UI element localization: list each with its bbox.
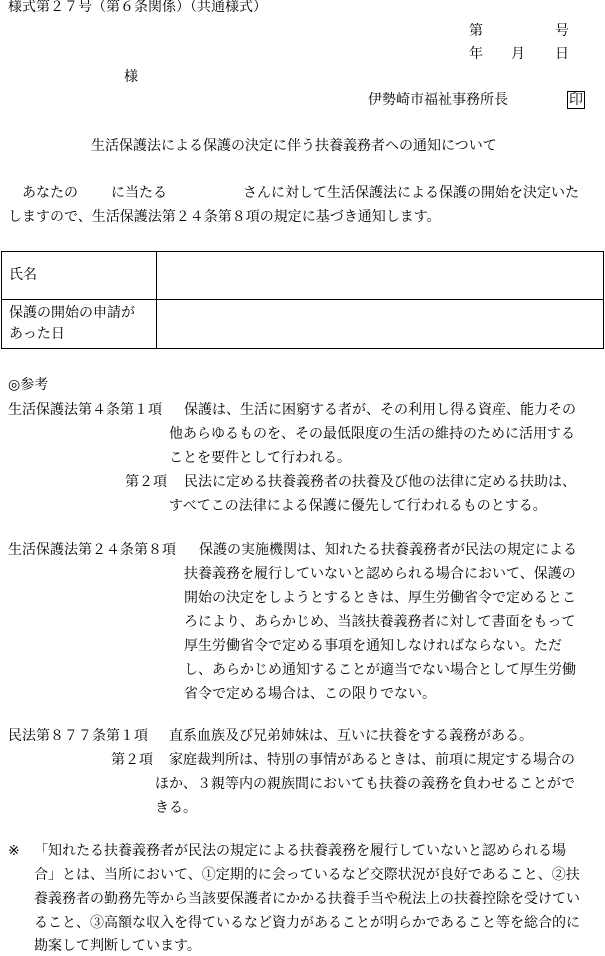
art24-8-line: し、あらかじめ通知することが適当でない場合として厚生労働 <box>184 662 576 678</box>
art4-1-line: ことを要件として行われる。 <box>169 450 351 466</box>
name-value-cell[interactable] <box>157 252 604 300</box>
intro-line-2: しますので、生活保護法第２４条第８項の規定に基づき通知します。 <box>8 209 441 225</box>
info-table <box>1 251 604 349</box>
intro-line-1b: に当たる <box>111 185 167 201</box>
application-date-value-cell[interactable] <box>157 300 604 349</box>
civil877-2-line: きる。 <box>155 800 197 816</box>
art4-2-head: 第２項 <box>125 474 167 490</box>
art24-8-head: 生活保護法第２４条第８項 <box>8 542 176 558</box>
application-date-label-1: 保護の開始の申請が <box>9 305 135 321</box>
application-date-label-2: あった日 <box>9 326 65 342</box>
recipient-suffix: 様 <box>124 69 138 85</box>
note-line: ること、③高額な収入を得ているなど資力があることが明らかであること等を総合的に <box>34 915 580 931</box>
doc-number-prefix: 第 <box>469 23 483 39</box>
issuer-name: 伊勢崎市福祉事務所長 <box>368 92 508 108</box>
doc-number-suffix: 号 <box>555 23 569 39</box>
note-line: 養義務者の勤務先等から当該要保護者にかかる扶養手当や税法上の扶養控除を受けてい <box>34 891 580 907</box>
note-line: 合」とは、当所において、①定期的に会っているなど交際状況が良好であること、②扶 <box>34 867 580 883</box>
form-number: 様式第２７号（第６条関係）（共通様式） <box>8 0 267 15</box>
seal-text: 印 <box>569 92 583 108</box>
civil877-2-head: 第２項 <box>111 752 153 768</box>
reference-heading: ◎参考 <box>8 377 49 393</box>
art4-1-line: 保護は、生活に困窮する者が、その利用し得る資産、能力その <box>184 402 576 418</box>
art24-8-line: 扶養義務を履行していないと認められる場合において、保護の <box>184 566 576 582</box>
civil877-1-line: 直系血族及び兄弟姉妹は、互いに扶養をする義務がある。 <box>169 728 533 744</box>
art24-8-line: ろにより、あらかじめ、当該扶養義務者に対して書面をもって <box>184 614 576 630</box>
note-mark: ※ <box>8 843 20 859</box>
art24-8-line: 省令で定める場合は、この限りでない。 <box>184 686 436 702</box>
art4-1-line: 他あらゆるものを、その最低限度の生活の維持のために活用する <box>169 426 575 442</box>
document-title: 生活保護法による保護の決定に伴う扶養義務者への通知について <box>91 138 497 154</box>
civil877-2-line: 家庭裁判所は、特別の事情があるときは、前項に規定する場合の <box>169 752 575 768</box>
civil877-2-line: ほか、３親等内の親族間においても扶養の義務を負わせることがで <box>155 776 575 792</box>
art24-8-line: 保護の実施機関は、知れたる扶養義務者が民法の規定による <box>199 542 577 558</box>
application-date-label-cell <box>2 300 157 349</box>
art24-8-line: 開始の決定をしようとするときは、厚生労働省令で定めるとこ <box>184 590 576 606</box>
table-row <box>2 252 604 300</box>
note-line: 勘案して判断しています。 <box>34 938 201 954</box>
note-line: 「知れたる扶養義務者が民法の規定による扶養義務を履行していないと認められる場 <box>34 843 566 859</box>
intro-line-1c: さんに対して生活保護法による保護の開始を決定いた <box>243 185 579 201</box>
date-year: 年 <box>469 46 483 62</box>
art4-2-line: すべてこの法律による保護に優先して行われるものとする。 <box>169 498 547 514</box>
intro-line-1a: あなたの <box>22 185 78 201</box>
seal-mark <box>567 90 585 110</box>
date-day: 日 <box>555 46 569 62</box>
art24-8-line: 厚生労働省令で定める事項を通知しなければならない。ただ <box>184 638 562 654</box>
name-label-cell: 氏名 <box>2 252 157 300</box>
civil877-1-head: 民法第８７７条第１項 <box>8 728 148 744</box>
table-row <box>2 300 604 349</box>
art4-1-head: 生活保護法第４条第１項 <box>8 402 162 418</box>
art4-2-line: 民法に定める扶養義務者の扶養及び他の法律に定める扶助は、 <box>184 474 576 490</box>
date-month: 月 <box>511 46 525 62</box>
